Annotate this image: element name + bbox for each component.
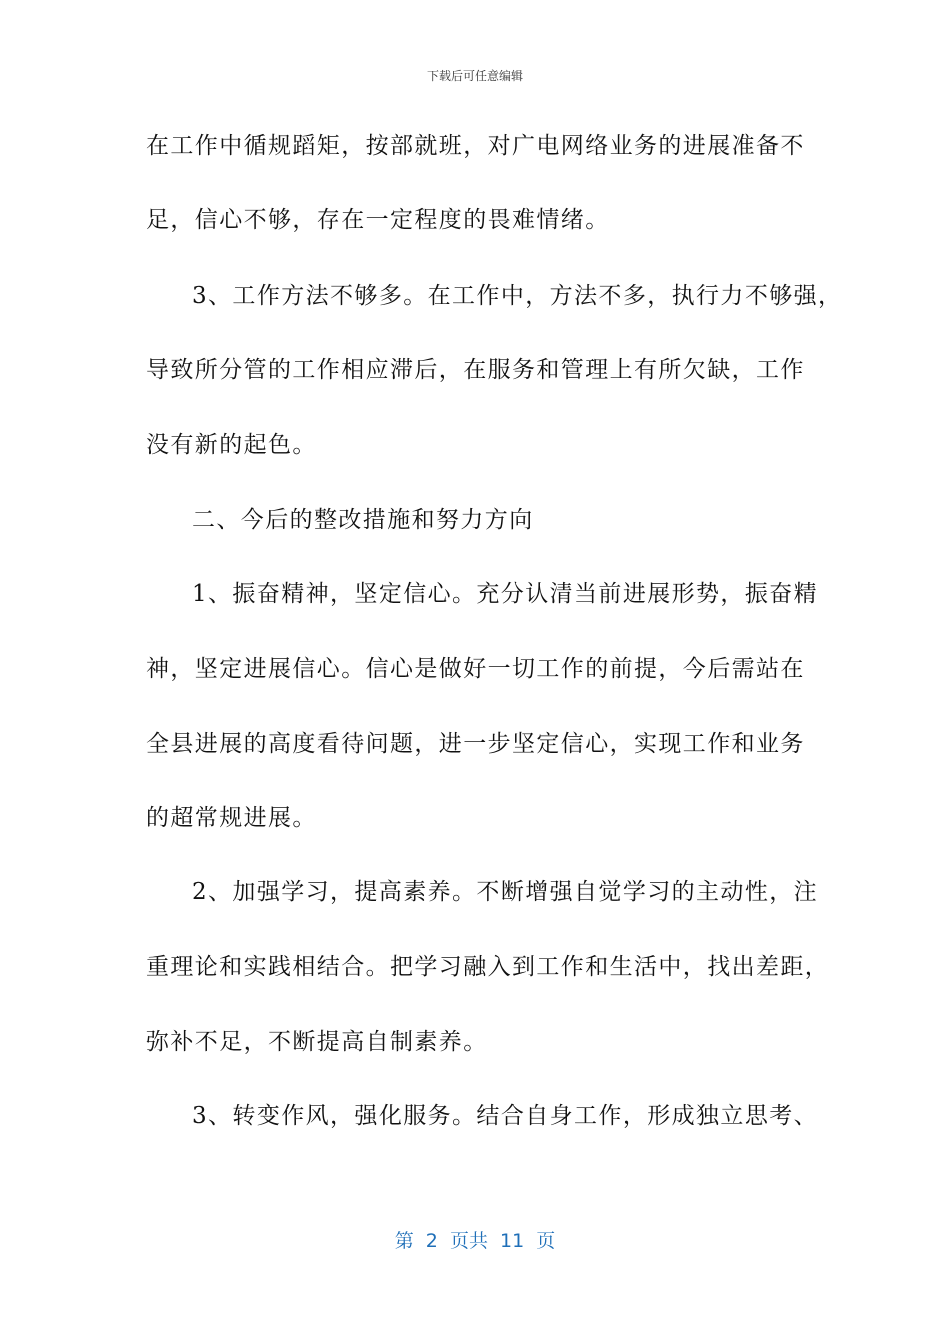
body-line: 的超常规进展。 — [146, 805, 317, 831]
body-line: 弥补不足，不断提高自制素养。 — [146, 1029, 488, 1055]
body-line: 在工作中循规蹈矩，按部就班，对广电网络业务的进展准备不 — [146, 133, 805, 159]
body-line: 足，信心不够，存在一定程度的畏难情绪。 — [146, 207, 610, 233]
body-line: 3、转变作风，强化服务。结合自身工作，形成独立思考、 — [192, 1103, 819, 1129]
page-number-footer: 第 2 页共 11 页 — [394, 1230, 556, 1252]
section-heading: 二、今后的整改措施和努力方向 — [192, 507, 534, 533]
body-line: 神，坚定进展信心。信心是做好一切工作的前提，今后需站在 — [146, 656, 805, 682]
body-line: 3、工作方法不够多。在工作中，方法不多，执行力不够强， — [192, 283, 843, 309]
body-line: 1、振奋精神，坚定信心。充分认清当前进展形势，振奋精 — [192, 581, 819, 607]
body-line: 全县进展的高度看待问题，进一步坚定信心，实现工作和业务 — [146, 731, 805, 757]
body-line: 2、加强学习，提高素养。不断增强自觉学习的主动性，注 — [192, 879, 819, 905]
body-line: 没有新的起色。 — [146, 432, 317, 458]
header-note: 下载后可任意编辑 — [426, 69, 523, 83]
body-line: 重理论和实践相结合。把学习融入到工作和生活中，找出差距， — [146, 954, 830, 980]
body-line: 导致所分管的工作相应滞后，在服务和管理上有所欠缺，工作 — [146, 357, 805, 383]
